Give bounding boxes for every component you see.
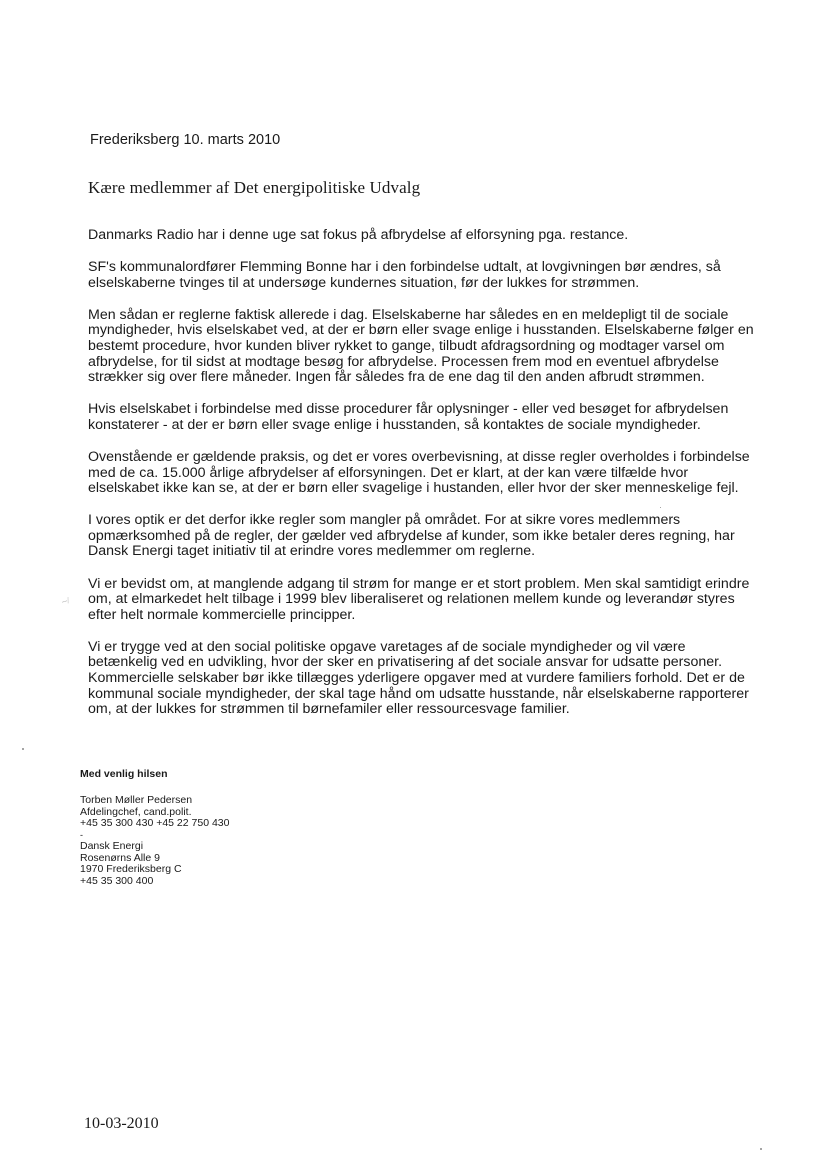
scan-speck (22, 748, 24, 750)
paragraph-8: Vi er trygge ved at den social politiske opgave varetages af de sociale myndigheder og vil være betænkelig ved en udvikling, hvor der sker en privatisering af det sociale ansvar for udsatte personer. Kommercielle selskaber bør ikke tillægges yderligere opgaver med at vurdere familiers forhold. Det er de kommunal sociale myndigheder, der skal tage hånd om udsatte husstande, når elselskaberne rapporterer om, at der lukkes for strømmen til børnefamiler eller ressourcesvage familier. (88, 638, 749, 718)
signature-block (80, 795, 229, 887)
salutation: Kære medlemmer af Det energipolitiske Udvalg (88, 178, 421, 197)
paragraph-7: Vi er bevidst om, at manglende adgang til strøm for mange er et stort problem. Men skal samtidigt erindre om, at elmarkedet helt tilbage i 1999 blev liberaliseret og relationen mellem kunde og leverandør styres efter helt normale kommercielle principper. (88, 575, 750, 623)
organization-street: Rosenørns Alle 9 (80, 851, 160, 864)
scan-speck (760, 1148, 762, 1150)
footer-date: 10-03-2010 (84, 1115, 159, 1132)
organization-city: 1970 Frederiksberg C (80, 863, 182, 875)
closing: Med venlig hilsen (80, 768, 168, 780)
paragraph-3: Men sådan er reglerne faktisk allerede i dag. Elselskaberne har således en en meldepligt til de sociale myndigheder, hvis elselskabet ved, at der er børn eller svage enlige i husstanden. Elselskaberne følger en bestemt procedure, hvor kunden bliver rykket to gange, tilbudt afdragsordning og modtager varsel om afbrydelse, for til sidst at modtage besøg for afbrydelse. Processen frem mod en eventuel afbrydelse strækker sig over flere måneder. Ingen får således fra de ene dag til den anden afbrudt strømmen. (88, 306, 754, 386)
letter-body (88, 228, 758, 734)
margin-mark: ~/ (60, 595, 71, 607)
date-line: Frederiksberg 10. marts 2010 (90, 132, 281, 148)
signature-phones: +45 35 300 430 +45 22 750 430 (80, 817, 230, 829)
paragraph-6: I vores optik er det derfor ikke regler som mangler på området. For at sikre vores medlemmers opmærksomhed på de regler, der gælder ved afbrydelse af kunder, som ikke betaler deres regning, har Dansk Energi taget initiativ til at erindre vores medlemmer om reglerne. (88, 512, 735, 560)
paragraph-1: Danmarks Radio har i denne uge sat fokus på afbrydelse af elforsyning pga. restance. (88, 227, 629, 243)
signature-title: Afdelingchef, cand.polit. (80, 805, 192, 818)
paragraph-5: Ovenstående er gældende praksis, og det er vores overbevisning, at disse regler overholdes i forbindelse med de ca. 15.000 årlige afbrydelser af elforsyningen. Det er klart, at der kan være tilfælde hvor elselskabet ikke kan se, at der er børn eller svagelige i hustanden, eller hvor der sker menneskelige fejl. (88, 448, 750, 497)
organization-name: Dansk Energi (80, 840, 144, 852)
organization-phone: +45 35 300 400 (80, 874, 154, 887)
scan-speck (660, 507, 661, 508)
paragraph-4: Hvis elselskabet i forbindelse med disse procedurer får oplysninger - eller ved besøget for afbrydelsen konstaterer - at der er børn eller svage enlige i husstanden, så kontaktes de sociale myndigheder. (88, 401, 729, 433)
signature-name: Torben Møller Pedersen (80, 794, 193, 806)
paragraph-2: SF's kommunalordfører Flemming Bonne har i den forbindelse udtalt, at lovgivningen bør ændres, så elselskaberne tvinges til at undersøge kundernes situation, før der lukkes for strømmen. (88, 259, 721, 291)
signature-separator: - (80, 829, 83, 840)
